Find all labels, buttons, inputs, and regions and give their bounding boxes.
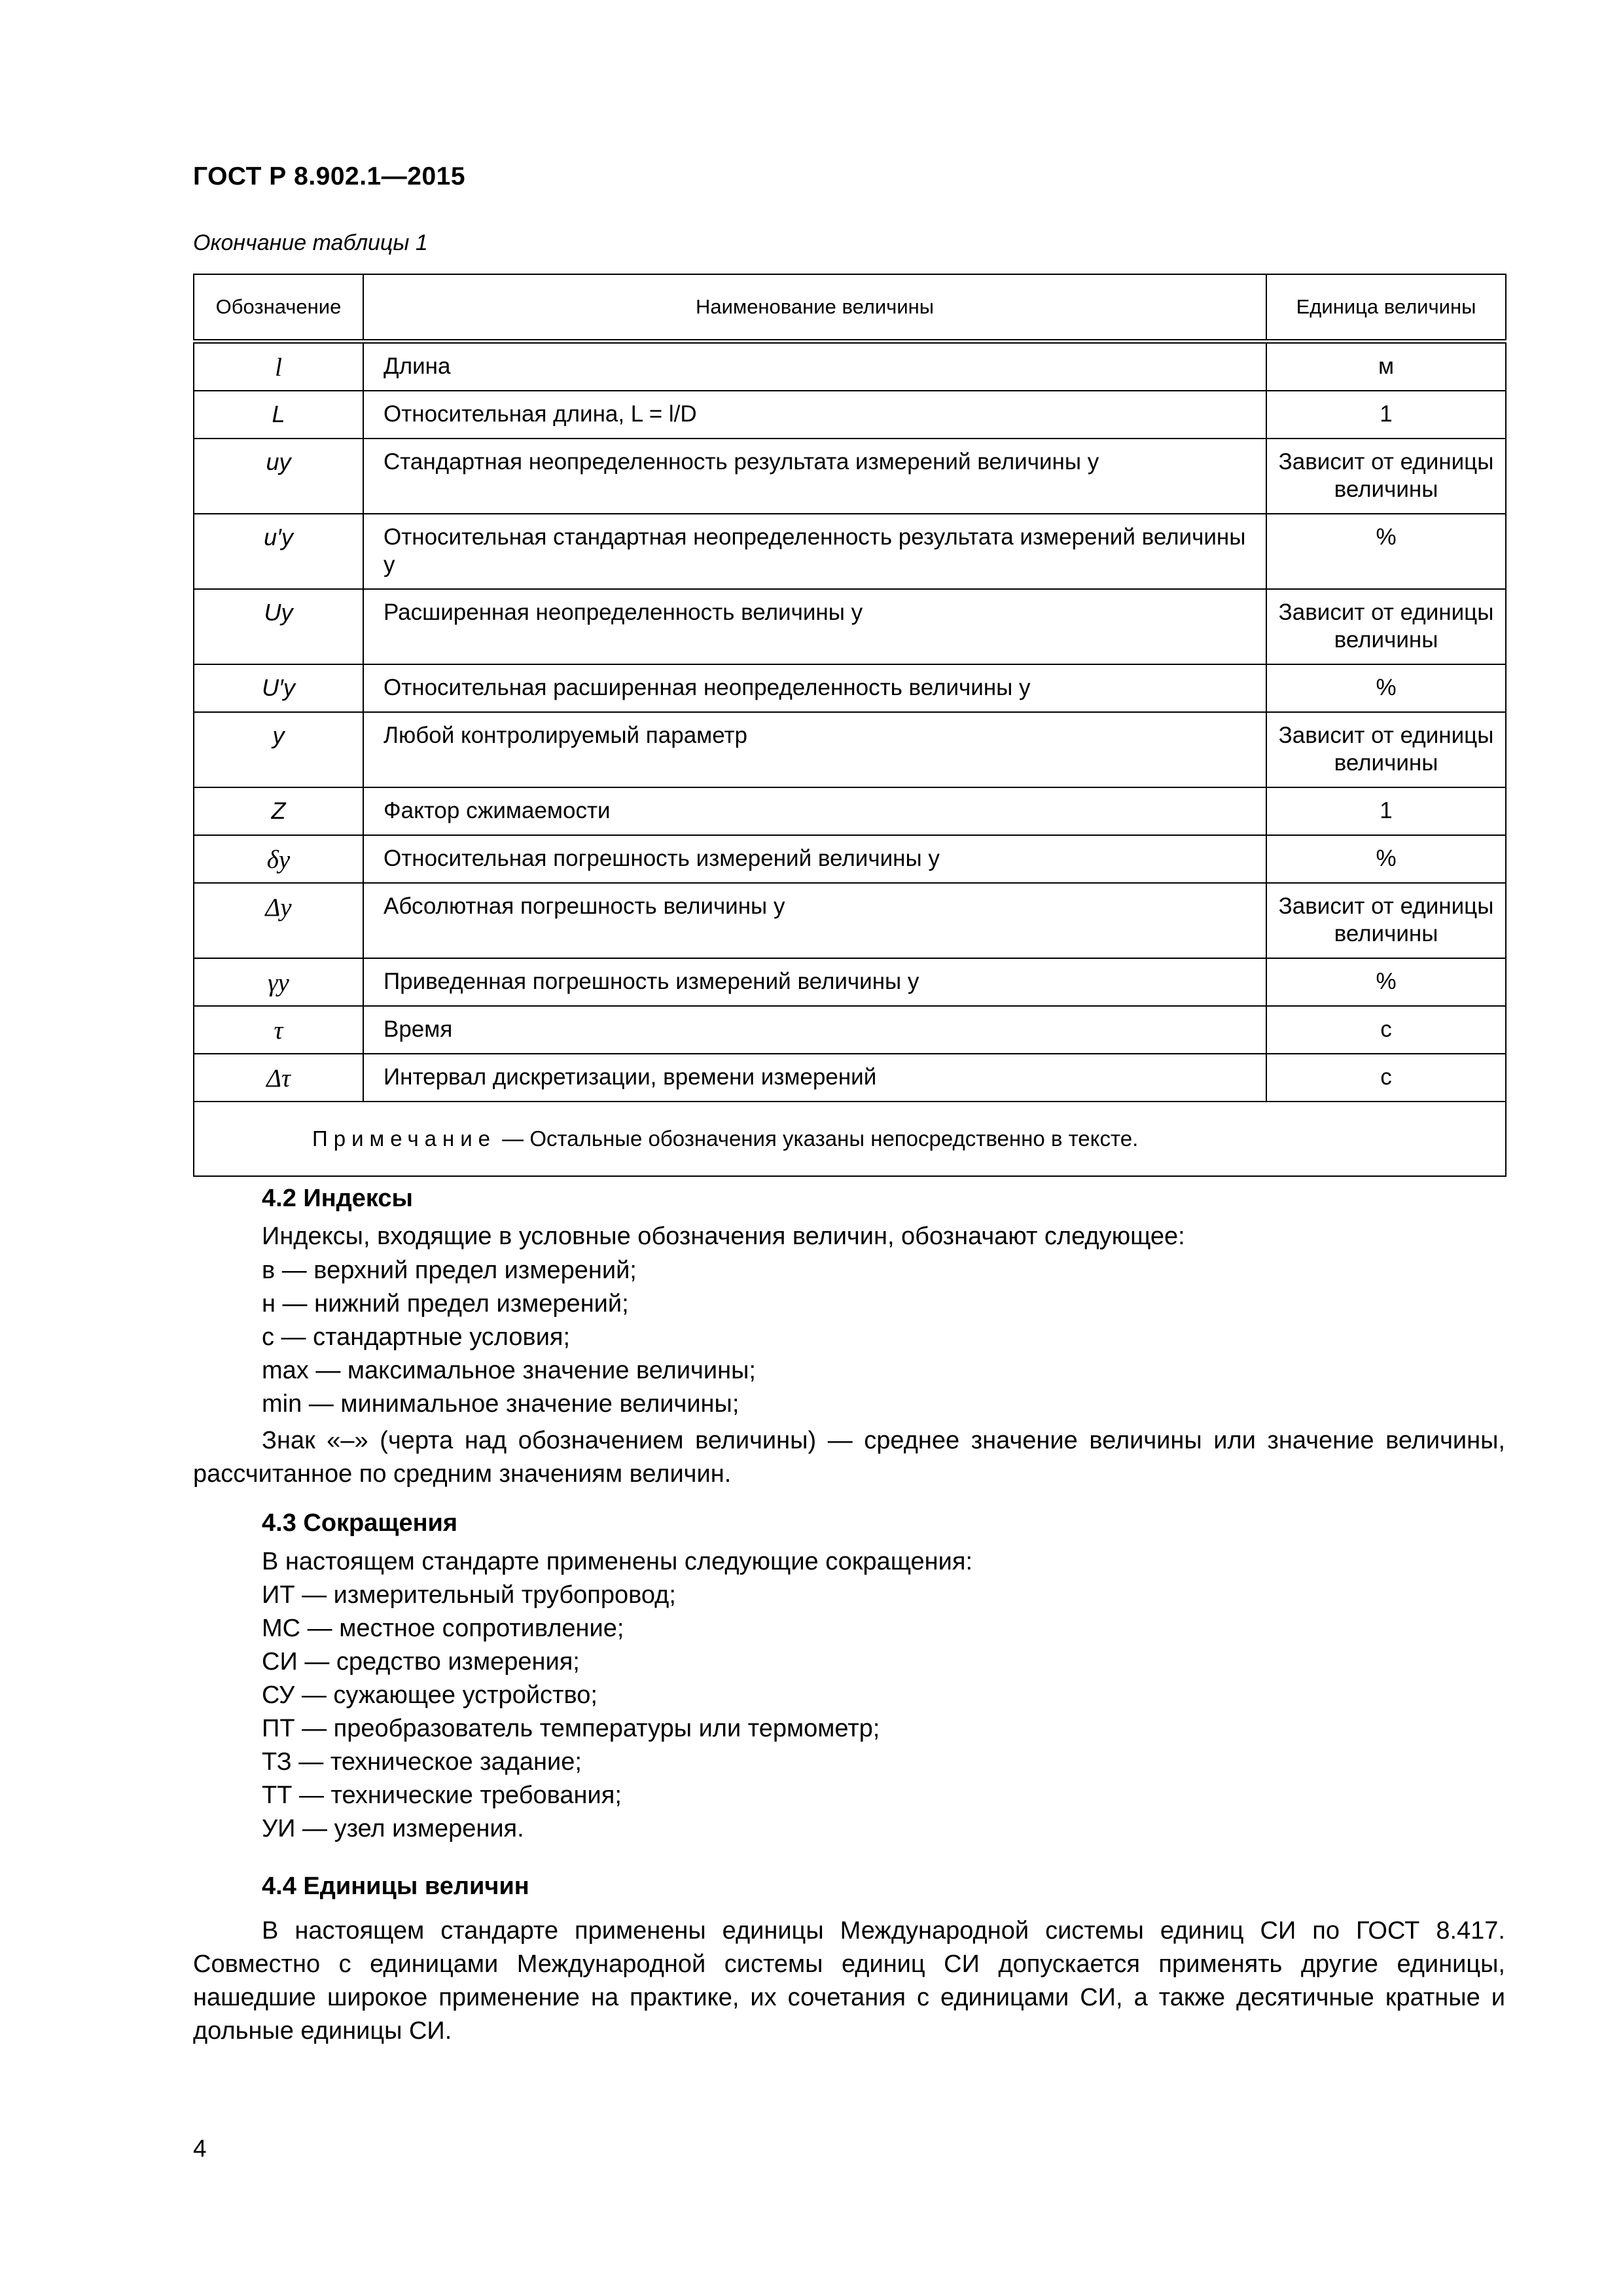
symbol-cell: y: [194, 712, 363, 787]
list-item: СУ — сужающее устройство;: [262, 1681, 597, 1709]
name-cell: Приведенная погрешность измерений величины y: [363, 958, 1266, 1006]
symbols-table: [193, 274, 1507, 1177]
list-item: max — максимальное значение величины;: [262, 1357, 756, 1384]
list-item: ТЗ — техническое задание;: [262, 1748, 582, 1776]
symbol-cell: uy: [194, 439, 363, 514]
section-intro: Индексы, входящие в условные обозначения величин, обозначают следующее:: [262, 1223, 1185, 1250]
list-item: н — нижний предел измерений;: [262, 1290, 629, 1318]
section-title-abbreviations: 4.3 Сокращения: [262, 1509, 458, 1537]
unit-cell: Зависит от единицы величины: [1266, 883, 1506, 958]
unit-cell: с: [1266, 1006, 1506, 1054]
list-item: УИ — узел измерения.: [262, 1815, 524, 1842]
name-cell: Абсолютная погрешность величины y: [363, 883, 1266, 958]
table-row: [194, 1006, 1506, 1054]
table-row: [194, 712, 1506, 787]
table-note: [194, 1102, 1506, 1176]
list-item: ПТ — преобразователь температуры или термометр;: [262, 1715, 880, 1742]
section-intro: В настоящем стандарте применены следующие сокращения:: [262, 1548, 973, 1575]
symbol-cell: Z: [194, 787, 363, 835]
name-cell: Время: [363, 1006, 1266, 1054]
list-item: с — стандартные условия;: [262, 1323, 571, 1351]
list-item: min — минимальное значение величины;: [262, 1390, 740, 1418]
unit-cell: 1: [1266, 787, 1506, 835]
note-text: — Остальные обозначения указаны непосредственно в тексте.: [496, 1126, 1139, 1151]
symbol-cell: U′y: [194, 664, 363, 712]
section-paragraph: В настоящем стандарте применены единицы Международной системы единиц СИ по ГОСТ 8.417. Совместно с единицами Международной системы единиц СИ допускается применять другие единицы, нашедшие широкое применение на практике, их сочетания с единицами СИ, а также десятичные кратные и дольные единицы СИ.: [193, 1917, 1505, 2045]
symbol-cell: τ: [194, 1006, 363, 1054]
list-item: в — верхний предел измерений;: [262, 1257, 637, 1284]
symbol-cell: l: [194, 342, 363, 391]
name-cell: Расширенная неопределенность величины y: [363, 589, 1266, 664]
symbol-cell: u′y: [194, 514, 363, 589]
table-caption: Окончание таблицы 1: [193, 230, 428, 255]
unit-cell: 1: [1266, 391, 1506, 439]
unit-cell: с: [1266, 1054, 1506, 1102]
column-header-name: Наименование величины: [363, 274, 1266, 342]
section-title-indices: 4.2 Индексы: [262, 1185, 414, 1212]
list-item: СИ — средство измерения;: [262, 1648, 580, 1676]
table-row: [194, 835, 1506, 883]
table-note-row: [194, 1102, 1506, 1176]
symbol-cell: γy: [194, 958, 363, 1006]
symbol-cell: Uy: [194, 589, 363, 664]
name-cell: Относительная погрешность измерений величины y: [363, 835, 1266, 883]
name-cell: Относительная расширенная неопределенность величины y: [363, 664, 1266, 712]
list-item: МС — местное сопротивление;: [262, 1615, 624, 1642]
note-lead: Примечание: [312, 1126, 497, 1151]
name-cell: Любой контролируемый параметр: [363, 712, 1266, 787]
unit-cell: Зависит от единицы величины: [1266, 589, 1506, 664]
name-cell: Интервал дискретизации, времени измерений: [363, 1054, 1266, 1102]
table-row: [194, 342, 1506, 391]
symbol-cell: Δτ: [194, 1054, 363, 1102]
symbol-cell: δy: [194, 835, 363, 883]
symbol-cell: L: [194, 391, 363, 439]
name-cell: Относительная стандартная неопределенность результата измерений величины y: [363, 514, 1266, 589]
table-row: [194, 664, 1506, 712]
list-item: ИТ — измерительный трубопровод;: [262, 1581, 676, 1609]
table-row: [194, 1054, 1506, 1102]
table-row: [194, 787, 1506, 835]
page-number: 4: [193, 2135, 207, 2162]
unit-cell: Зависит от единицы величины: [1266, 439, 1506, 514]
column-header-unit: Единица величины: [1266, 274, 1506, 342]
name-cell: Фактор сжимаемости: [363, 787, 1266, 835]
table-row: [194, 883, 1506, 958]
list-item: ТТ — технические требования;: [262, 1782, 622, 1809]
column-header-symbol: Обозначение: [194, 274, 363, 342]
table-row: [194, 439, 1506, 514]
unit-cell: %: [1266, 835, 1506, 883]
unit-cell: %: [1266, 664, 1506, 712]
table-row: [194, 958, 1506, 1006]
name-cell: Стандартная неопределенность результата измерений величины y: [363, 439, 1266, 514]
name-cell: Относительная длина, L = l/D: [363, 391, 1266, 439]
unit-cell: %: [1266, 958, 1506, 1006]
section-title-units: 4.4 Единицы величин: [262, 1873, 529, 1900]
symbol-cell: Δy: [194, 883, 363, 958]
unit-cell: м: [1266, 342, 1506, 391]
table-row: [194, 391, 1506, 439]
unit-cell: Зависит от единицы величины: [1266, 712, 1506, 787]
document-number: ГОСТ Р 8.902.1—2015: [193, 162, 466, 190]
table-row: [194, 514, 1506, 589]
name-cell: Длина: [363, 342, 1266, 391]
section-paragraph: Знак «–» (черта над обозначением величины) — среднее значение величины или значение величины, рассчитанное по средним значениям величин.: [193, 1427, 1505, 1488]
table-row: [194, 589, 1506, 664]
unit-cell: %: [1266, 514, 1506, 589]
